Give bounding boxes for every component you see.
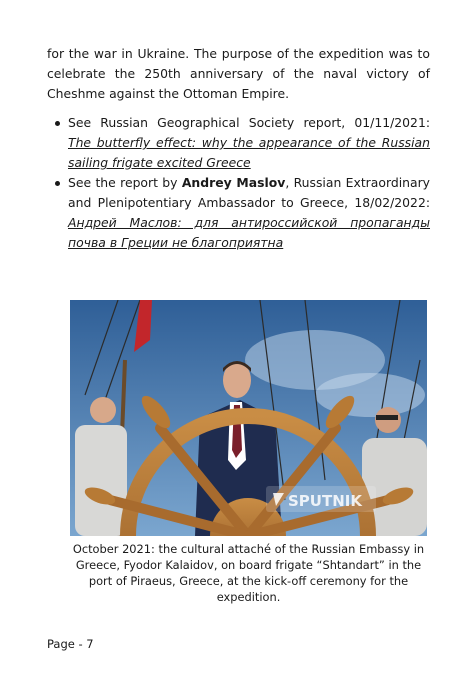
body-paragraph: for the war in Ukraine. The purpose of the expedition was to celebrate the 250th anniversary of the naval victory of Cheshme against the Ottoman Empire. bbox=[47, 46, 430, 101]
reference-link[interactable]: The butterfly effect: why the appearance of the Russian sailing frigate excited Greece bbox=[68, 135, 430, 170]
photo-caption: October 2021: the cultural attaché of the Russian Embassy in Greece, Fyodor Kalaidov, on board frigate “Shtandart” in the port of Piraeus, Greece, at the kick-off ceremony for the expedition. bbox=[72, 542, 425, 604]
reference-text: , Russian Extraordinary and Plenipotentiary Ambassador to Greece, 18/02/2022: bbox=[68, 175, 431, 210]
reference-text: See the report by bbox=[68, 175, 182, 190]
page-number: Page - 7 bbox=[47, 637, 94, 651]
watermark-text: SPUTNIK bbox=[288, 492, 362, 510]
list-item bbox=[47, 113, 430, 173]
author-name: Andrey Maslov bbox=[181, 175, 286, 190]
reference-list bbox=[47, 113, 430, 253]
reference-text: See Russian Geographical Society report, 01/11/2021: bbox=[68, 115, 430, 130]
reference-link[interactable]: Андрей Маслов: для антироссийской пропаганды почва в Греции не благоприятна bbox=[68, 215, 430, 250]
list-item bbox=[47, 173, 430, 253]
ceremony-photo bbox=[70, 300, 427, 536]
sputnik-watermark bbox=[266, 486, 376, 512]
photo-illustration bbox=[70, 300, 427, 536]
